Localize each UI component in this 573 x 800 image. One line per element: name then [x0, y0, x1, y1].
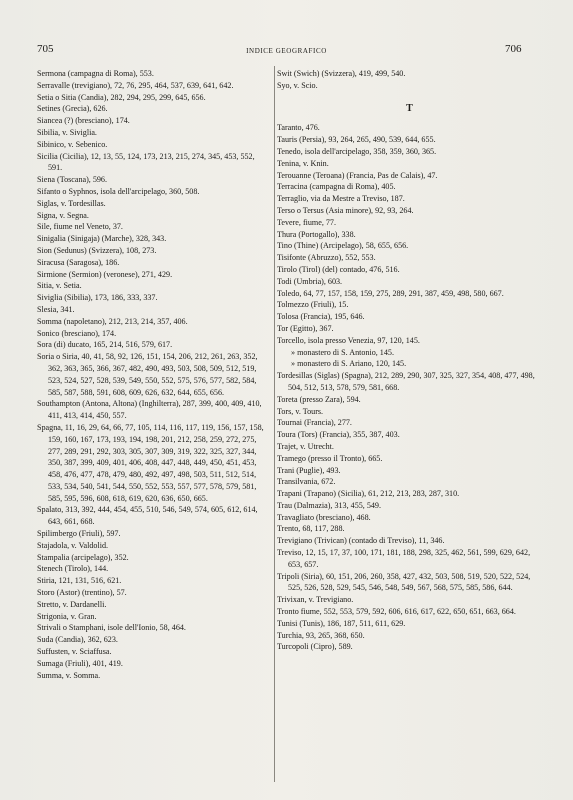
index-entry: Tordesillas (Siglas) (Spagna), 212, 289, 290, 307, 325, 327, 354, 408, 477, 498, 504, 512, 513, 578, 579, 581, 668.	[277, 371, 535, 392]
index-entry: Terraglio, via da Mestre a Treviso, 187.	[277, 194, 405, 204]
index-entry: Tisifonte (Abruzzo), 552, 553.	[277, 253, 376, 263]
index-entry: Toura (Tors) (Francia), 355, 387, 403.	[277, 430, 400, 440]
index-entry: Sumaga (Friuli), 401, 419.	[37, 658, 123, 668]
index-entry: Suda (Candia), 362, 623.	[37, 635, 118, 645]
index-entry: Somma (napoletano), 212, 213, 214, 357, 406.	[37, 316, 188, 326]
index-entry: Sermona (campagna di Roma), 553.	[37, 69, 154, 78]
index-entry: Sicilia (Cicilia), 12, 13, 55, 124, 173, 213, 215, 274, 345, 453, 552, 591.	[37, 151, 255, 173]
index-entry: Siviglia (Sibilia), 173, 186, 333, 337.	[37, 293, 158, 303]
index-entry: Tripoli (Siria), 60, 151, 206, 260, 358, 427, 432, 503, 508, 519, 520, 522, 524, 525, 526, 528, 529, 545, 546, 548, 549, 567, 568, 575, 585, 586, 644.	[277, 571, 531, 593]
index-entry: Tenina, v. Knin.	[277, 158, 329, 168]
index-entry: Terracina (campagna di Roma), 405.	[277, 182, 396, 192]
index-entry: Tauris (Persia), 93, 264, 265, 490, 539, 644, 655.	[277, 135, 436, 145]
index-entry: Suffusten, v. Sciaffusa.	[37, 647, 112, 657]
index-entry: Tolosa (Francia), 195, 646.	[277, 312, 365, 322]
index-entry: Sibinico, v. Sebenico.	[37, 139, 108, 149]
index-entry: Setines (Grecia), 626.	[37, 104, 108, 114]
index-entry: Sion (Sedunus) (Svizzera), 108, 273.	[37, 245, 157, 255]
right-column	[277, 68, 542, 653]
index-entry: Todi (Umbria), 603.	[277, 276, 343, 286]
index-entry: Strigonia, v. Gran.	[37, 611, 97, 621]
column-divider	[274, 66, 275, 782]
index-entry: » monastero di S. Antonio, 145.	[291, 347, 394, 357]
index-entry: Stajadola, v. Valdolid.	[37, 540, 109, 550]
index-entry: Tronto fiume, 552, 553, 579, 592, 606, 616, 617, 622, 650, 651, 663, 664.	[277, 607, 516, 617]
index-entry: Sile, fiume nel Veneto, 37.	[37, 222, 123, 232]
index-entry: Trajet, v. Utrecht.	[277, 441, 334, 451]
index-entry: Soria o Siria, 40, 41, 58, 92, 126, 151, 154, 206, 212, 261, 263, 352, 362, 363, 365, 366, 367, 482, 490, 493, 503, 508, 509, 512, 519, 523, 524, 527, 528, 539, 549, 550, 552, 575, 576, 577, 582, 584, 585, 587, 588, 591, 608, 609, 626, 632, 644, 655, 656.	[37, 352, 258, 397]
index-entry: Thura (Portogallo), 338.	[277, 229, 356, 239]
index-entry: Spalato, 313, 392, 444, 454, 455, 510, 546, 549, 574, 605, 612, 614, 643, 661, 668.	[37, 505, 258, 527]
index-entry: Tramego (presso il Tronto), 665.	[277, 453, 383, 463]
index-entry: Toledo, 64, 77, 157, 158, 159, 275, 289, 291, 387, 459, 498, 580, 667.	[277, 288, 504, 298]
index-entry: Tournai (Francia), 277.	[277, 418, 352, 428]
index-entry: Setia o Sitia (Candia), 282, 294, 295, 299, 645, 656.	[37, 92, 206, 102]
index-entry: Trivixan, v. Trevigiano.	[277, 595, 354, 605]
index-entry: Travagliato (bresciano), 468.	[277, 512, 371, 522]
index-entry: Stretto, v. Dardanelli.	[37, 599, 107, 609]
index-entry: Turcopoli (Cipro), 589.	[277, 642, 353, 652]
running-title: INDICE GEOGRAFICO	[246, 47, 327, 55]
index-entry: Strivali o Stamphani, isole dell'Ionio, 58, 464.	[37, 623, 186, 633]
index-entry: Siglas, v. Tordesillas.	[37, 198, 106, 208]
index-entry: Trau (Dalmazia), 313, 455, 549.	[277, 500, 382, 510]
right-page-number: 706	[505, 43, 522, 55]
index-entry: Tor (Egitto), 367.	[277, 323, 334, 333]
index-entry: Sirmione (Sermion) (veronese), 271, 429.	[37, 269, 173, 279]
index-entry: Siancea (?) (bresciano), 174.	[37, 116, 130, 126]
index-entry: Turchia, 93, 265, 368, 650.	[277, 630, 365, 640]
index-entry: Trevigiano (Trivican) (contado di Treviso), 11, 346.	[277, 536, 445, 546]
index-entry: Trani (Puglie), 493.	[277, 465, 341, 475]
index-entry: Tenedo, isola dell'arcipelago, 358, 359, 360, 365.	[277, 146, 437, 156]
index-entry: Southampton (Antona, Altona) (Inghilterra), 287, 399, 400, 409, 410, 411, 413, 414, 450, 557.	[37, 399, 262, 421]
index-entry: Slesia, 341.	[37, 304, 75, 314]
index-entry: Sora (di) ducato, 165, 214, 516, 579, 617.	[37, 340, 173, 350]
index-entry: Terouanne (Teroana) (Francia, Pas de Calais), 47.	[277, 170, 438, 180]
index-entry: Spagna, 11, 16, 29, 64, 66, 77, 105, 114, 116, 117, 119, 156, 157, 158, 159, 160, 167, 173, 193, 194, 198, 201, 212, 258, 259, 272, 275, 277, 289, 291, 292, 303, 305, 307, 309, 319, 322, 325, 327, 344, 350, 387, 399, 409, 401, 406, 408, 447, 448, 449, 450, 451, 453, 458, 476, 477, 478, 479, 480, 492, 497, 498, 503, 511, 512, 514, 533, 534, 540, 541, 544, 550, 552, 553, 557, 577, 578, 579, 581, 585, 595, 596, 608, 618, 619, 620, 636, 650, 665.	[37, 422, 264, 503]
index-entry: Trento, 68, 117, 288.	[277, 524, 345, 534]
index-entry: Sibilia, v. Siviglia.	[37, 127, 97, 137]
left-page-number: 705	[37, 43, 54, 55]
index-entry: Stampalia (arcipelago), 352.	[37, 552, 129, 562]
index-entry: Siena (Toscana), 596.	[37, 175, 108, 185]
index-entry: Summa, v. Somma.	[37, 670, 101, 680]
index-entry: Spilimbergo (Friuli), 597.	[37, 529, 121, 539]
index-entry: Serravalle (trevigiano), 72, 76, 295, 464, 537, 639, 641, 642.	[37, 80, 234, 90]
index-entry: Tevere, fiume, 77.	[277, 217, 336, 227]
index-entry: Tino (Thine) (Arcipelago), 58, 655, 656.	[277, 241, 409, 251]
index-entry: Storo (Astor) (trentino), 57.	[37, 588, 127, 598]
index-entry: » monastero di S. Ariano, 120, 145.	[291, 359, 407, 369]
index-entry: Sinigalia (Sinigaja) (Marche), 328, 343.	[37, 234, 167, 244]
index-entry: Syo, v. Scio.	[277, 80, 318, 90]
index-entry: Toreta (presso Zara), 594.	[277, 394, 361, 404]
left-column	[37, 68, 267, 681]
index-entry: Terso o Tersus (Asia minore), 92, 93, 264.	[277, 205, 414, 215]
index-entry: Siracusa (Saragosa), 186.	[37, 257, 120, 267]
index-entry: Treviso, 12, 15, 17, 37, 100, 171, 181, 188, 298, 325, 462, 561, 599, 629, 642, 653, 657.	[277, 548, 531, 569]
index-entry: Sifanto o Syphnos, isola dell'arcipelago, 360, 508.	[37, 186, 200, 196]
index-entry: Sonico (bresciano), 174.	[37, 328, 117, 338]
index-entry: Sitia, v. Setia.	[37, 281, 82, 291]
index-entry: Swit (Swich) (Svizzera), 419, 499, 540.	[277, 69, 406, 78]
index-entry: Tunisi (Tunis), 186, 187, 511, 611, 629.	[277, 618, 406, 628]
index-entry: Tirolo (Tirol) (del) contado, 476, 516.	[277, 264, 400, 274]
index-entry: Torcello, isola presso Venezia, 97, 120, 145.	[277, 335, 420, 345]
index-entry: Taranto, 476.	[277, 123, 320, 133]
index-entry: Trapani (Trapano) (Sicilia), 61, 212, 213, 283, 287, 310.	[277, 489, 460, 499]
index-entry: Transilvania, 672.	[277, 477, 336, 487]
index-entry: Stiria, 121, 131, 516, 621.	[37, 576, 122, 586]
index-entry: Tolmezzo (Friuli), 15.	[277, 300, 349, 310]
index-entry: Signa, v. Segna.	[37, 210, 89, 220]
index-entry: Stenech (Tirolo), 144.	[37, 564, 109, 574]
section-letter: T	[406, 102, 413, 114]
index-entry: Tors, v. Tours.	[277, 406, 324, 416]
